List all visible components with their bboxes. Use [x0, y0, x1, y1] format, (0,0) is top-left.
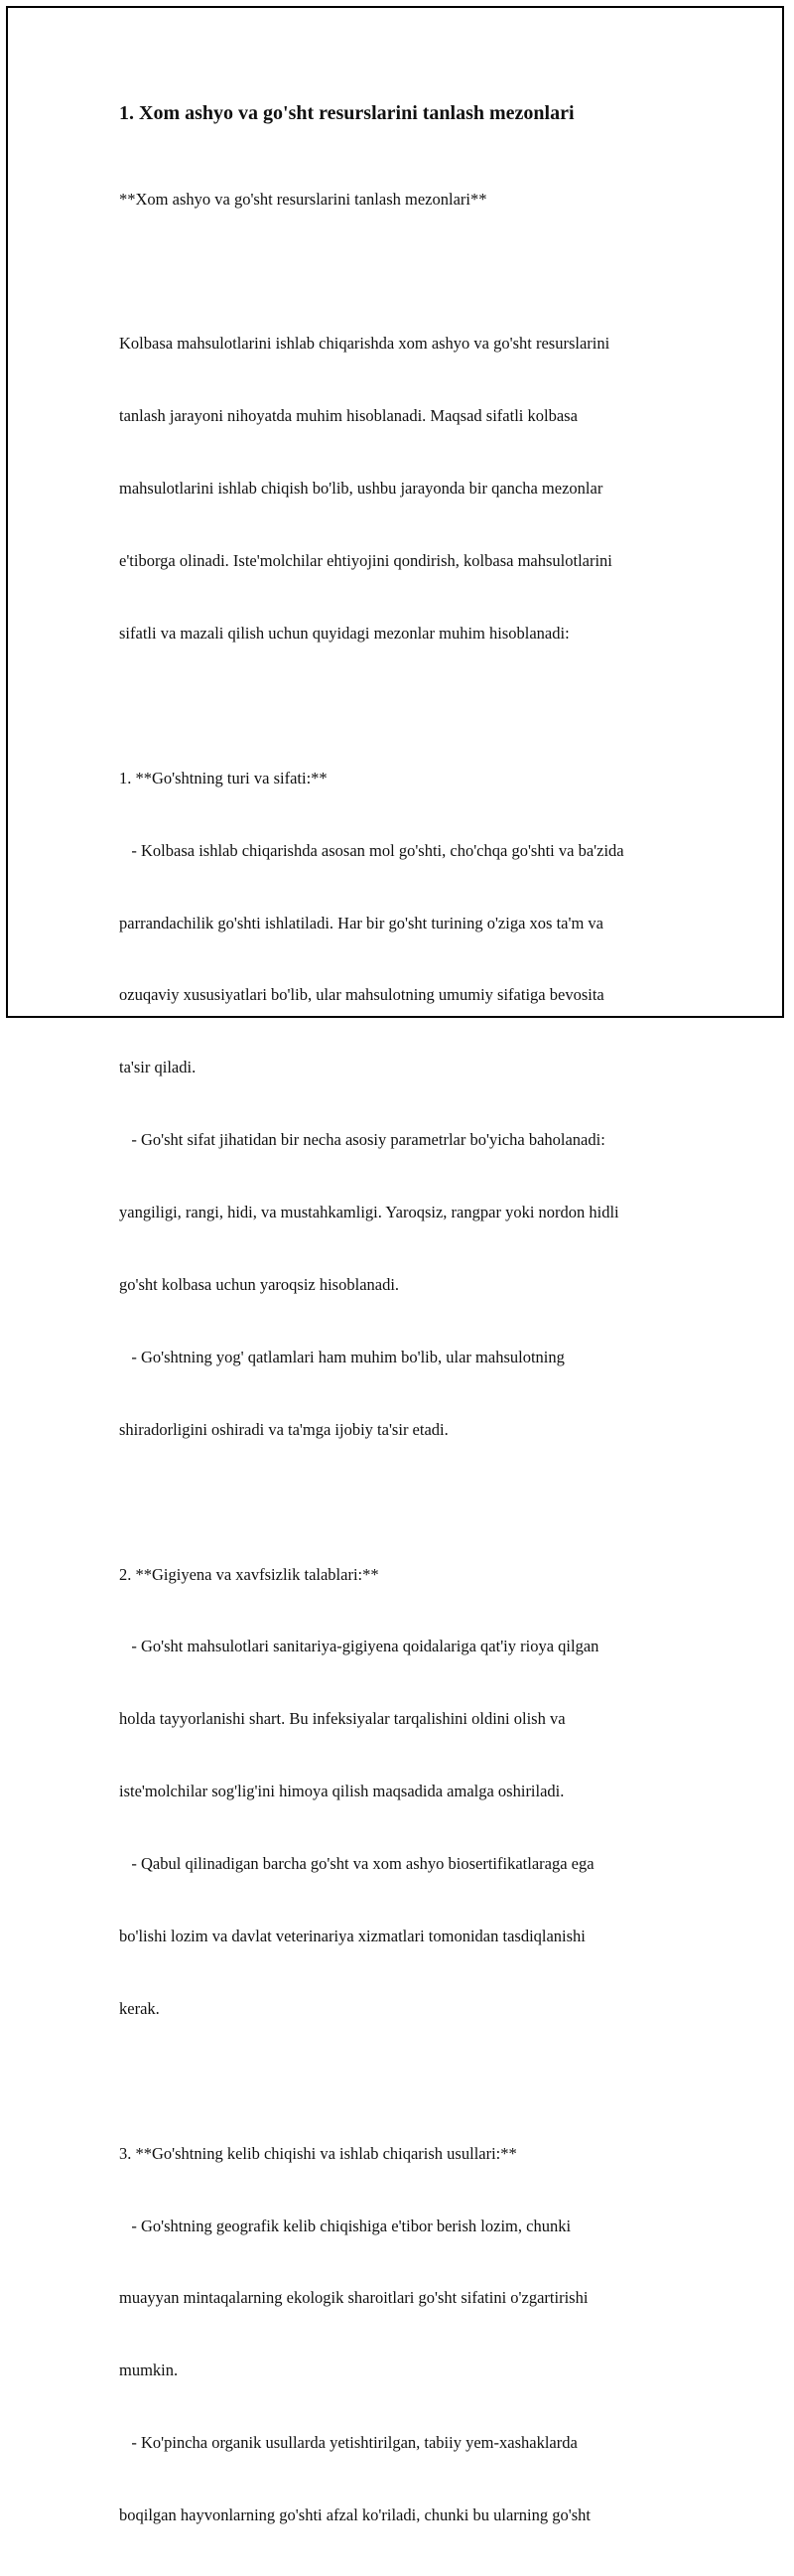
- text-line: go'sht kolbasa uchun yaroqsiz hisoblanadi.: [119, 1274, 400, 1294]
- text-line: **Xom ashyo va go'sht resurslarini tanlash mezonlari**: [119, 189, 487, 209]
- text-line: mumkin.: [119, 2361, 179, 2380]
- document-title: 1. Xom ashyo va go'sht resurslarini tanlash mezonlari: [119, 102, 575, 124]
- text-line: - Go'shtning yog' qatlamlari ham muhim bo'lib, ular mahsulotning: [119, 1347, 565, 1366]
- text-line: sifatli va mazali qilish uchun quyidagi mezonlar muhim hisoblanadi:: [119, 623, 570, 643]
- text-line: shiradorligini oshiradi va ta'mga ijobiy ta'sir etadi.: [119, 1419, 449, 1439]
- text-line: muayyan mintaqalarning ekologik sharoitlari go'sht sifatini o'zgartirishi: [119, 2288, 589, 2308]
- text-line: [119, 694, 705, 718]
- text-line: Kolbasa mahsulotlarini ishlab chiqarishda xom ashyo va go'sht resurslarini: [119, 334, 610, 354]
- text-line: - Ko'pincha organik usullarda yetishtirilgan, tabiiy yem-xashaklarda: [119, 2433, 578, 2453]
- text-line: - Go'sht mahsulotlari sanitariya-gigiyena qoidalariga qat'iy rioya qilgan: [119, 1637, 599, 1656]
- text-line: iste'molchilar sog'lig'ini himoya qilish maqsadida amalga oshiriladi.: [119, 1782, 565, 1801]
- text-line: boqilgan hayvonlarning go'shti afzal ko'riladi, chunki bu ularning go'sht: [119, 2505, 591, 2525]
- document-body: [119, 91, 705, 2576]
- text-line: 3. **Go'shtning kelib chiqishi va ishlab chiqarish usullari:**: [119, 2143, 517, 2163]
- text-line: - Go'shtning geografik kelib chiqishiga e'tibor berish lozim, chunki: [119, 2216, 572, 2235]
- text-line: bo'lishi lozim va davlat veterinariya xizmatlari tomonidan tasdiqlanishi: [119, 1926, 586, 1945]
- text-line: ozuqaviy xususiyatlari bo'lib, ular mahsulotning umumiy sifatiga bevosita: [119, 985, 604, 1005]
- text-line: - Qabul qilinadigan barcha go'sht va xom ashyo biosertifikatlaraga ega: [119, 1854, 595, 1874]
- text-line: [119, 2070, 705, 2093]
- page-frame: [6, 6, 784, 2525]
- text-line: ta'sir qiladi.: [119, 1058, 197, 1077]
- text-line: parrandachilik go'shti ishlatiladi. Har bir go'sht turining o'ziga xos ta'm va: [119, 913, 603, 932]
- text-line: - Kolbasa ishlab chiqarishda asosan mol go'shti, cho'chqa go'shti va ba'zida: [119, 840, 624, 860]
- text-line: tanlash jarayoni nihoyatda muhim hisoblanadi. Maqsad sifatli kolbasa: [119, 406, 578, 426]
- text-line: [119, 1491, 705, 1514]
- text-line: [119, 259, 705, 283]
- text-line: - Go'sht sifat jihatidan bir necha asosiy parametrlar bo'yicha baholanadi:: [119, 1130, 605, 1150]
- text-line: mahsulotlarini ishlab chiqish bo'lib, ushbu jarayonda bir qancha mezonlar: [119, 479, 603, 499]
- document-text: [119, 139, 705, 2576]
- text-line: holda tayyorlanishi shart. Bu infeksiyalar tarqalishini oldini olish va: [119, 1709, 566, 1729]
- text-line: yangiligi, rangi, hidi, va mustahkamligi. Yaroqsiz, rangpar yoki nordon hidli: [119, 1203, 619, 1222]
- text-line: 2. **Gigiyena va xavfsizlik talablari:**: [119, 1564, 379, 1584]
- text-line: kerak.: [119, 1998, 160, 2018]
- text-line: e'tiborga olinadi. Iste'molchilar ehtiyojini qondirish, kolbasa mahsulotlarini: [119, 551, 612, 571]
- text-line: 1. **Go'shtning turi va sifati:**: [119, 768, 328, 787]
